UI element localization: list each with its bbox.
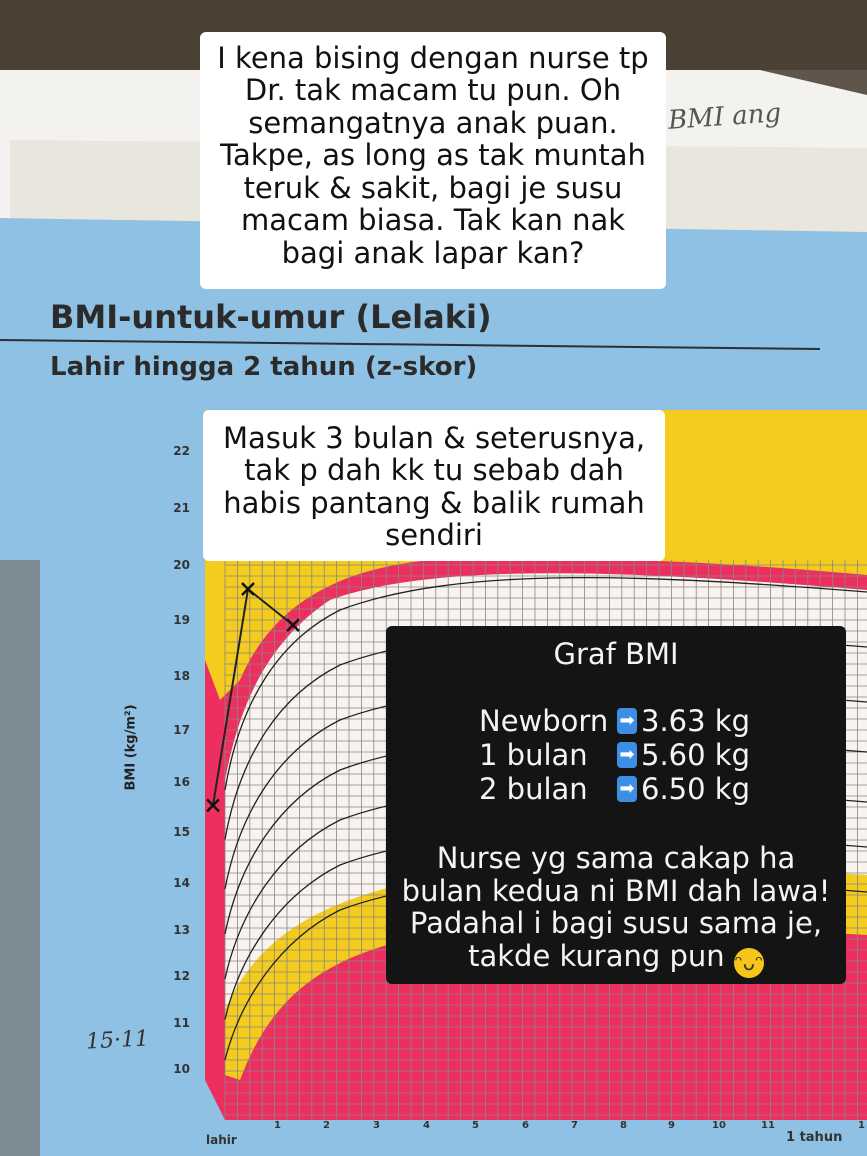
paragraph-text: Nurse yg sama cakap ha bulan kedua ni BMI dah lawa! Padahal i bagi susu sama je, takde kurang pun bbox=[401, 841, 831, 973]
x-tick: 10 bbox=[712, 1120, 726, 1131]
y-tick: 13 bbox=[173, 923, 190, 937]
x-tick: 3 bbox=[373, 1120, 380, 1131]
x-tick: 8 bbox=[620, 1120, 627, 1131]
y-axis-label: BMI (kg/m²) bbox=[123, 704, 139, 791]
y-tick: 12 bbox=[173, 969, 190, 983]
arrow-right-icon: ➡ bbox=[617, 708, 637, 734]
arrow-right-icon: ➡ bbox=[617, 742, 637, 768]
y-tick: 19 bbox=[173, 613, 190, 627]
card-paragraph bbox=[396, 842, 836, 977]
y-tick: 21 bbox=[173, 501, 190, 515]
x-tick: 6 bbox=[522, 1120, 529, 1131]
y-tick: 17 bbox=[173, 723, 190, 737]
weight-value: 5.60 kg bbox=[641, 738, 750, 773]
caption-text: Masuk 3 bulan & seterusnya, tak p dah kk tu sebab dah habis pantang & balik rumah sendiri bbox=[222, 421, 646, 553]
weight-label: 2 bulan bbox=[479, 772, 588, 807]
weight-value: 6.50 kg bbox=[641, 772, 750, 807]
weight-row bbox=[396, 704, 836, 738]
x-tick: 7 bbox=[571, 1120, 578, 1131]
x-tick: 11 bbox=[761, 1120, 775, 1131]
chart-subtitle: Lahir hingga 2 tahun (z-skor) bbox=[50, 352, 478, 382]
caption-card-top bbox=[200, 32, 666, 289]
x-axis-start-label: lahir bbox=[206, 1133, 237, 1147]
handwriting-side-note: 15·11 bbox=[85, 1026, 150, 1055]
x-tick: 5 bbox=[472, 1120, 479, 1131]
y-tick: 22 bbox=[173, 444, 190, 458]
handwriting-header: BMI ang bbox=[667, 98, 783, 136]
x-tick: 1 bbox=[858, 1120, 865, 1131]
arrow-right-icon: ➡ bbox=[617, 776, 637, 802]
x-tick: 9 bbox=[668, 1120, 675, 1131]
sweat-smile-emoji-icon: ᵔᴗᵔ bbox=[734, 948, 764, 978]
chart-title: BMI-untuk-umur (Lelaki) bbox=[50, 298, 492, 336]
y-tick: 11 bbox=[173, 1016, 190, 1030]
y-tick: 18 bbox=[173, 669, 190, 683]
weight-value: 3.63 kg bbox=[641, 704, 750, 739]
card-title: Graf BMI bbox=[553, 637, 679, 671]
y-tick: 15 bbox=[173, 825, 190, 839]
weight-row bbox=[396, 738, 836, 772]
x-tick: 2 bbox=[323, 1120, 330, 1131]
x-axis-end-label: 1 tahun bbox=[786, 1130, 843, 1145]
y-tick: 20 bbox=[173, 558, 190, 572]
weight-label: Newborn bbox=[479, 704, 609, 739]
y-tick: 10 bbox=[173, 1062, 190, 1076]
y-tick: 14 bbox=[173, 876, 190, 890]
y-tick: 16 bbox=[173, 775, 190, 789]
x-tick: 1 bbox=[274, 1120, 281, 1131]
caption-card-bmi bbox=[386, 626, 846, 984]
weight-row bbox=[396, 772, 836, 806]
weight-label: 1 bulan bbox=[479, 738, 588, 773]
x-tick: 4 bbox=[423, 1120, 430, 1131]
caption-text: I kena bising dengan nurse tp Dr. tak macam tu pun. Oh semangatnya anak puan. Takpe, as long as tak muntah teruk & sakit, bagi je susu macam biasa. Tak kan nak bagi anak lapar kan? bbox=[217, 41, 649, 270]
caption-card-middle bbox=[203, 410, 665, 561]
